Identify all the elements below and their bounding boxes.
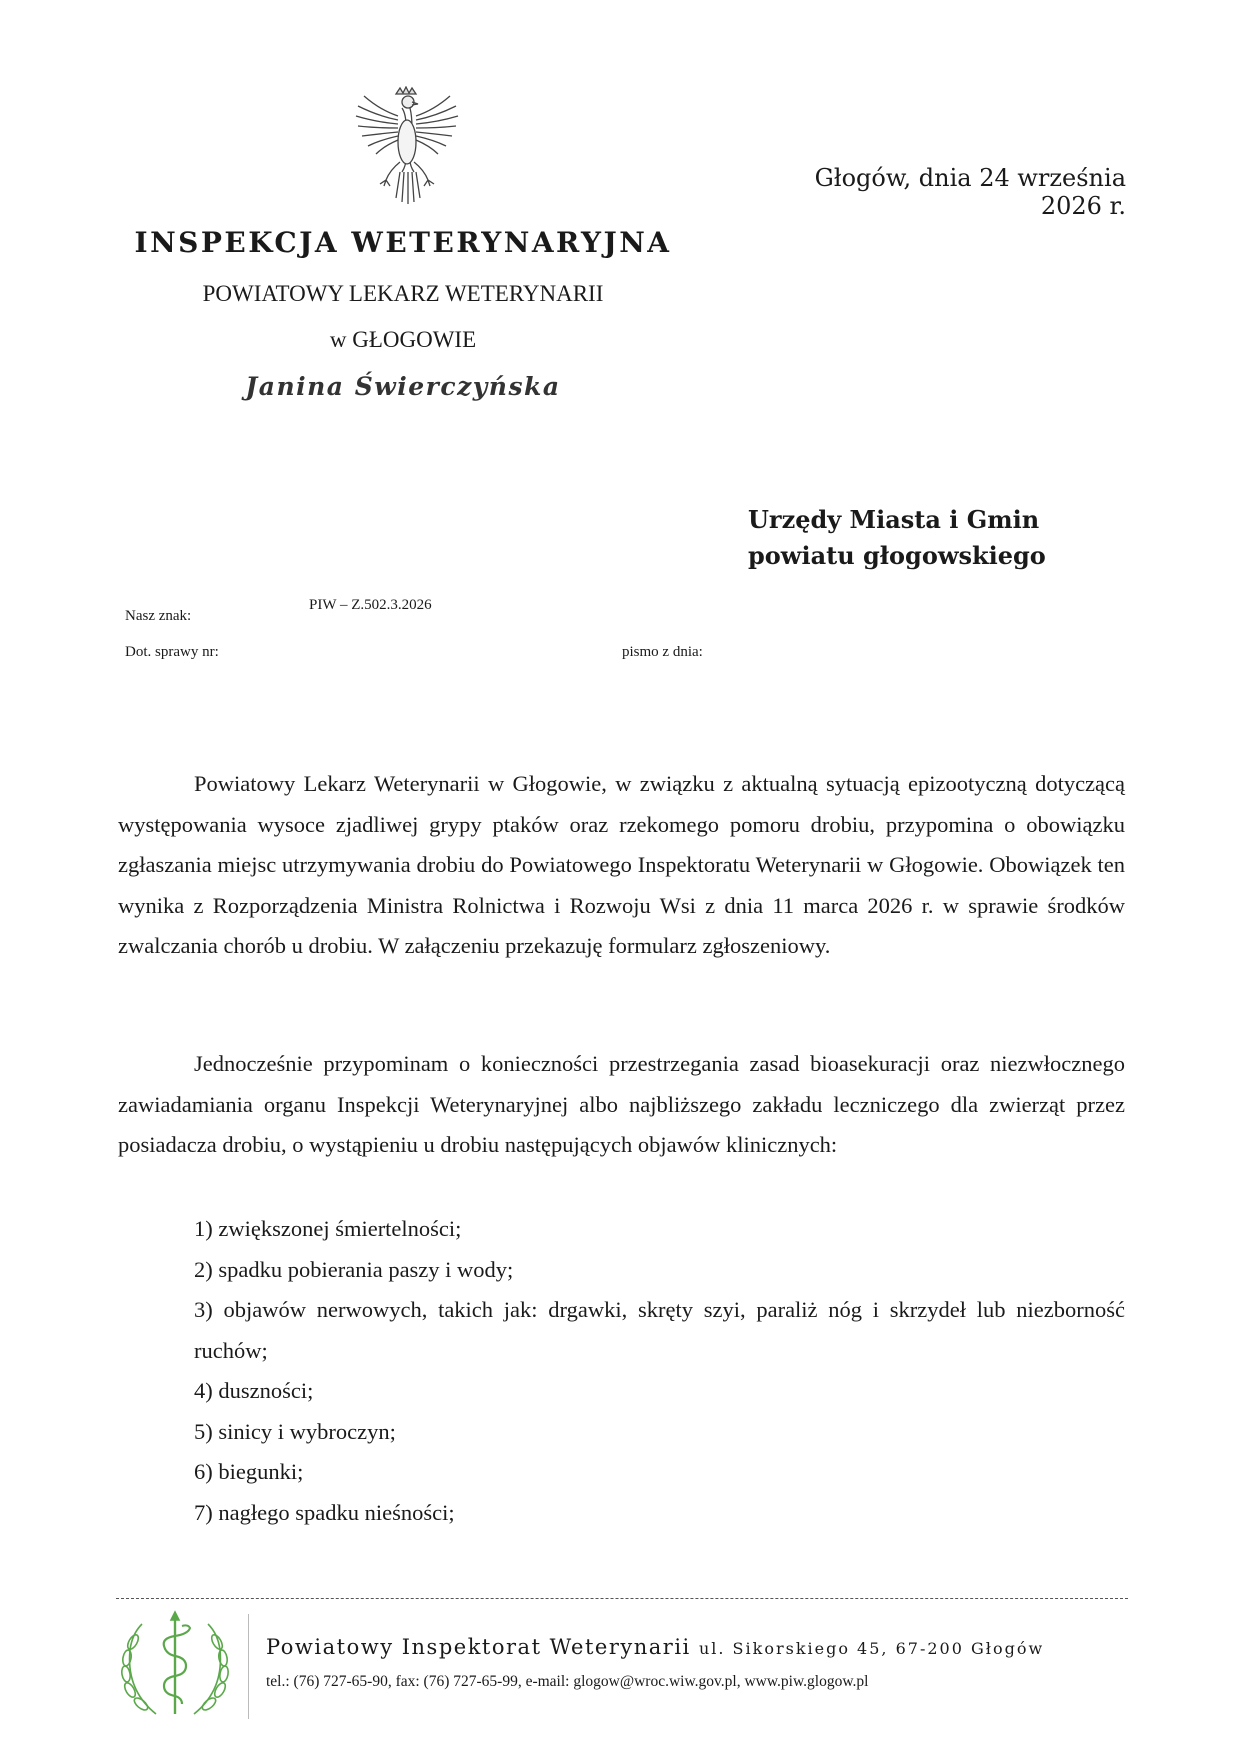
addressee-line: Urzędy Miasta i Gmin <box>748 505 1040 534</box>
list-item: 4) duszności; <box>194 1378 314 1403</box>
polish-eagle-icon <box>350 86 462 208</box>
footer-institution <box>266 1635 1044 1659</box>
list-item: 2) spadku pobierania paszy i wody; <box>194 1256 514 1282</box>
issuer-title: INSPEKCJA WETERYNARYJNA <box>134 226 672 259</box>
list-item: 7) nagłego spadku nieśności; <box>194 1499 455 1525</box>
body-paragraph: Powiatowy Lekarz Weterynarii w Głogowie, w związku z aktualną sytuacją epizootyczną dotyczącą występowania wysoce zjadliwej grypy ptaków oraz rzekomego pomoru drobiu, przypomina o obowiązku zgłaszania miejsc utrzymywania drobiu do Powiatowego Inspektoratu Weterynarii w Głogowie. Obowiązek ten wynika z Rozporządzenia Ministra Rolnictwa i Rozwoju Wsi z dnia 11 marca 2026 r. w sprawie środków zwalczania chorób u drobiu. W załączeniu przekazuję formularz zgłoszeniowy. <box>118 771 1125 958</box>
our-sign-label: Nasz znak: <box>125 608 192 624</box>
institution-address: ul. Sikorskiego 45, 67-200 Głogów <box>698 1639 1045 1658</box>
addressee-line: powiatu głogowskiego <box>748 541 1046 570</box>
our-sign-value: PIW – Z.502.3.2026 <box>309 597 432 613</box>
addressee-block <box>748 502 1188 574</box>
place-date: Głogów, dnia 24 września 2026 r. <box>814 164 1126 220</box>
list-item: 6) biegunki; <box>194 1459 304 1484</box>
body-paragraph: Jednocześnie przypominam o konieczności przestrzegania zasad bioasekuracji oraz niezwłocznego zawiadamiania organu Inspekcji Weterynaryjnej albo najbliższego zakładu leczniczego dla zwierząt przez posiadacza drobiu, o wystąpieniu u drobiu następujących objawów klinicznych: <box>118 1051 1125 1157</box>
case-number-label: Dot. sprawy nr: <box>125 644 219 660</box>
footer-contact: tel.: (76) 727-65-90, fax: (76) 727-65-99, e-mail: glogow@wroc.wiw.gov.pl, www.piw.glogow.pl <box>266 1673 869 1690</box>
list-item: 1) zwiększonej śmiertelności; <box>194 1216 462 1241</box>
issuer-signatory: Janina Świerczyńska <box>245 372 561 401</box>
letter-date-label: pismo z dnia: <box>622 644 703 660</box>
list-item: 3) objawów nerwowych, takich jak: drgawki, skręty szyi, paraliż nóg i skrzydeł lub niezborność ruchów; <box>194 1297 1125 1363</box>
list-item: 5) sinicy i wybroczyn; <box>194 1418 396 1444</box>
veterinary-caduceus-icon <box>116 1610 234 1720</box>
footer-divider <box>116 1598 1128 1599</box>
issuer-office: POWIATOWY LEKARZ WETERYNARII <box>202 281 604 306</box>
footer-separator <box>248 1614 249 1719</box>
issuer-location: w GŁOGOWIE <box>329 327 477 352</box>
institution-name: Powiatowy Inspektorat Weterynarii <box>266 1635 691 1659</box>
symptom-list <box>194 1209 1125 1533</box>
